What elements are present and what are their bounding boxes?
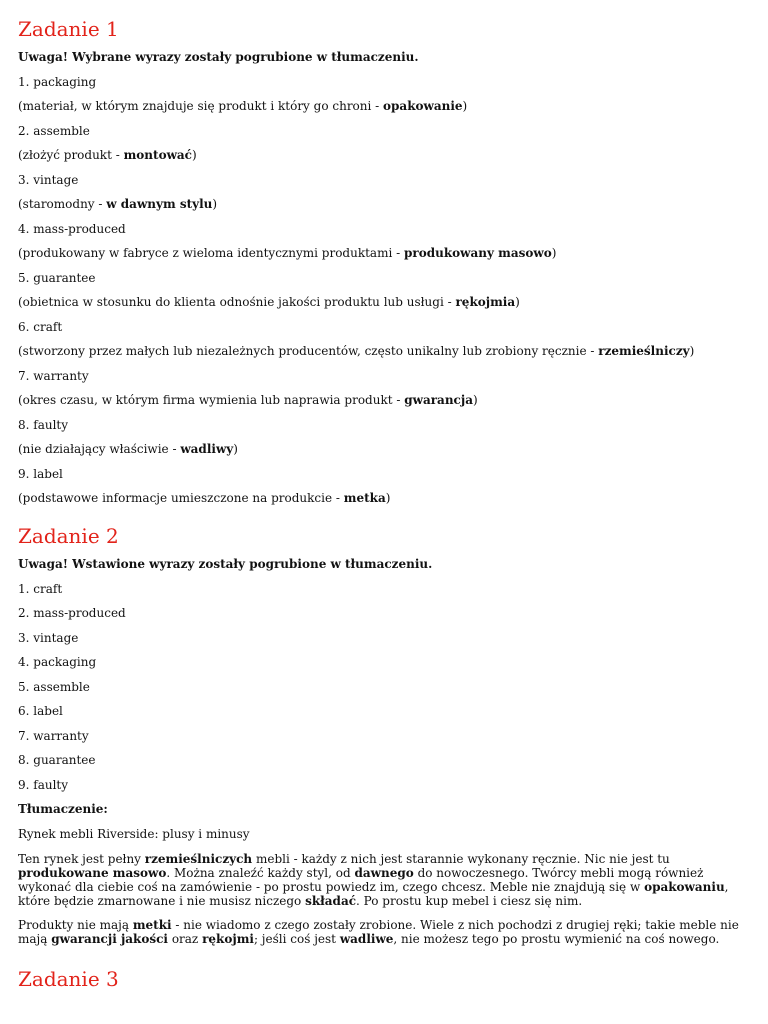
bold-term: produkowane masowo bbox=[18, 865, 167, 880]
text-run: ) bbox=[385, 491, 391, 505]
text-run: , które będzie zmarnowane i nie musisz niczego bbox=[18, 879, 729, 908]
bold-term: montować bbox=[123, 148, 192, 162]
text-run: (złożyć produkt - bbox=[18, 148, 124, 162]
bold-term: składać bbox=[305, 893, 357, 908]
text-run: do nowoczesnego. Twórcy mebli mogą również wykonać dla ciebie coś na zamówienie - po prostu powiedz im, czego chcesz. Meble nie znajdują się w bbox=[18, 865, 704, 894]
zadanie-3-section bbox=[18, 966, 750, 992]
bold-term: metka bbox=[343, 491, 386, 505]
bold-term: rękojmia bbox=[455, 295, 516, 309]
text-run: (stworzony przez małych lub niezależnych producentów, często unikalny lub zrobiony ręcznie - bbox=[18, 344, 599, 358]
translation-label: Tłumaczenie: bbox=[18, 802, 108, 816]
answer-item: 7. warranty bbox=[18, 728, 89, 743]
bold-term: dawnego bbox=[354, 865, 414, 880]
zadanie-1-note: Uwaga! Wybrane wyrazy zostały pogrubione w tłumaczeniu. bbox=[18, 50, 419, 64]
text-run: (staromodny - bbox=[18, 197, 107, 211]
answer-item: 5. assemble bbox=[18, 679, 90, 694]
text-run: ) bbox=[462, 99, 468, 113]
zadanie-2-answer-list bbox=[18, 580, 750, 794]
text-run: Produkty nie mają bbox=[18, 917, 133, 932]
vocab-definition bbox=[18, 342, 750, 360]
zadanie-1-list bbox=[18, 73, 750, 508]
vocab-definition bbox=[18, 489, 750, 507]
vocab-definition bbox=[18, 391, 750, 409]
text-run: ) bbox=[689, 344, 695, 358]
vocab-word: 1. packaging bbox=[18, 74, 97, 89]
bold-term: rękojmi bbox=[202, 931, 254, 946]
text-run: - nie wiadomo z czego zostały zrobione. Wiele z nich pochodzi z drugiej ręki; takie meble nie mają bbox=[18, 917, 739, 946]
vocab-word: 4. mass-produced bbox=[18, 221, 126, 236]
vocab-word: 8. faulty bbox=[18, 417, 69, 432]
answer-item: 6. label bbox=[18, 704, 63, 718]
translation-paragraph-1 bbox=[18, 852, 750, 908]
vocab-definition bbox=[18, 97, 750, 115]
vocab-definition bbox=[18, 293, 750, 311]
text-run: ) bbox=[551, 246, 557, 260]
bold-term: rzemieślniczych bbox=[144, 851, 253, 866]
bold-term: rzemieślniczy bbox=[598, 344, 690, 358]
translation-paragraph-2 bbox=[18, 918, 750, 946]
bold-term: wadliwy bbox=[180, 442, 234, 456]
bold-term: opakowaniu bbox=[644, 879, 725, 894]
text-run: , nie możesz tego po prostu wymienić na coś nowego. bbox=[393, 931, 720, 946]
answer-item: 9. faulty bbox=[18, 777, 69, 792]
answer-item: 1. craft bbox=[18, 581, 63, 596]
text-run: (obietnica w stosunku do klienta odnośnie jakości produktu lub usługi - bbox=[18, 295, 456, 309]
vocab-definition bbox=[18, 146, 750, 164]
text-run: (nie działający właściwie - bbox=[18, 442, 181, 456]
text-run: (podstawowe informacje umieszczone na produkcie - bbox=[18, 491, 344, 505]
bold-term: produkowany masowo bbox=[404, 246, 552, 260]
bold-term: metki bbox=[132, 917, 172, 932]
vocab-word: 3. vintage bbox=[18, 172, 79, 187]
text-run: (materiał, w którym znajduje się produkt i który go chroni - bbox=[18, 99, 384, 113]
translation-title: Rynek mebli Riverside: plusy i minusy bbox=[18, 826, 250, 841]
text-run: ; jeśli coś jest bbox=[253, 931, 340, 946]
vocab-definition bbox=[18, 440, 750, 458]
vocab-definition bbox=[18, 244, 750, 262]
text-run: ) bbox=[212, 197, 218, 211]
answer-item: 2. mass-produced bbox=[18, 606, 126, 620]
bold-term: gwarancji jakości bbox=[51, 931, 168, 946]
vocab-word: 5. guarantee bbox=[18, 270, 96, 285]
zadanie-2-note: Uwaga! Wstawione wyrazy zostały pogrubione w tłumaczeniu. bbox=[18, 557, 433, 571]
vocab-word: 7. warranty bbox=[18, 368, 89, 383]
bold-term: w dawnym stylu bbox=[106, 197, 213, 211]
text-run: (produkowany w fabryce z wieloma identycznymi produktami - bbox=[18, 246, 404, 260]
text-run: ) bbox=[515, 295, 520, 309]
text-run: . Po prostu kup mebel i ciesz się nim. bbox=[356, 893, 583, 908]
text-run: mebli - każdy z nich jest starannie wykonany ręcznie. Nic nie jest tu bbox=[252, 851, 670, 866]
text-run: ) bbox=[233, 442, 238, 456]
vocab-word: 9. label bbox=[18, 466, 63, 481]
text-run: ) bbox=[472, 393, 478, 407]
bold-term: gwarancja bbox=[404, 393, 473, 407]
text-run: Ten rynek jest pełny bbox=[18, 851, 145, 866]
zadanie-1-heading: Zadanie 1 bbox=[18, 17, 119, 41]
vocab-word: 6. craft bbox=[18, 319, 63, 334]
answer-item: 3. vintage bbox=[18, 630, 79, 645]
zadanie-1-section bbox=[18, 16, 750, 507]
answer-item: 4. packaging bbox=[18, 655, 97, 669]
vocab-definition bbox=[18, 195, 750, 213]
zadanie-3-heading: Zadanie 3 bbox=[18, 966, 119, 991]
text-run: (okres czasu, w którym firma wymienia lub naprawia produkt - bbox=[18, 393, 405, 407]
text-run: . Można znaleźć każdy styl, od bbox=[166, 865, 355, 880]
zadanie-2-heading: Zadanie 2 bbox=[18, 524, 119, 548]
text-run: ) bbox=[191, 148, 197, 162]
text-run: oraz bbox=[168, 931, 203, 946]
answer-item: 8. guarantee bbox=[18, 753, 96, 767]
bold-term: opakowanie bbox=[383, 99, 463, 113]
zadanie-2-section bbox=[18, 523, 750, 946]
vocab-word: 2. assemble bbox=[18, 123, 90, 138]
bold-term: wadliwe bbox=[339, 931, 394, 946]
